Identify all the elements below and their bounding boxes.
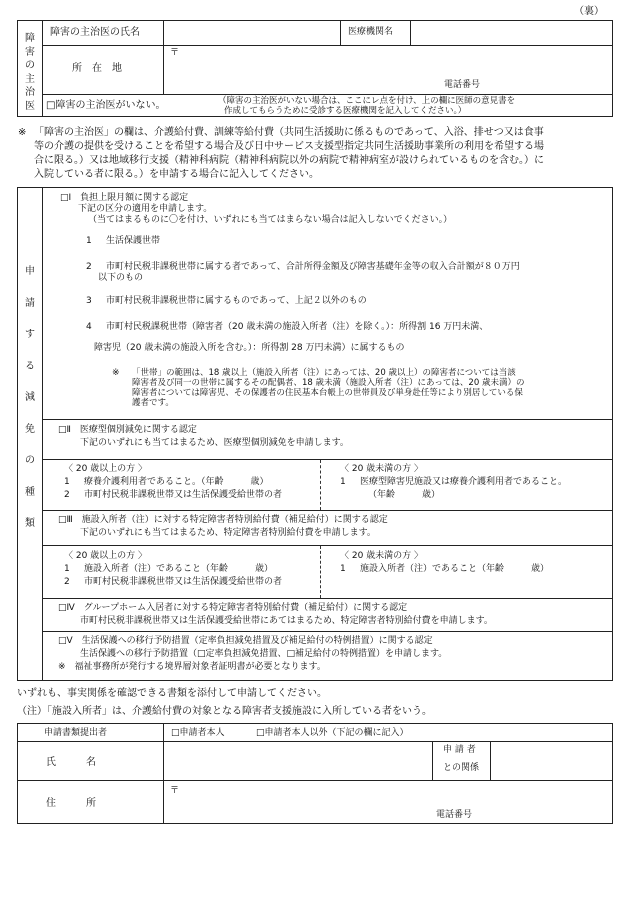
doctor-address-label: 所 在 地 [72, 63, 122, 74]
section-ii-right-num: 1 [340, 477, 346, 487]
section-i-item-num: 1 [86, 236, 92, 246]
no-doctor-note-line-2: 作成してもらうために受診する医療機関を記入してください。） [224, 106, 467, 116]
attach-documents-note: いずれも、事実関係を確認できる書類を添付して申請してください。 [17, 688, 327, 699]
section-iv-checkbox-title[interactable]: □Ⅳ グループホーム入居者に対する特定障害者特別給付費（補足給付）に関する認定 [58, 603, 408, 613]
section-iii-left-head: 〈 20 歳以上の方 〉 [64, 551, 148, 561]
section-i-household-note: 障害者及び同一の世帯に属するその配偶者、18 歳未満（施設入所者（注）にあっては、20 歳未満）の [132, 378, 525, 388]
doctor-phone-label: 電話番号 [444, 80, 481, 90]
submitter-address-label: 住 所 [46, 798, 96, 809]
no-doctor-note-line-1: （障害の主治医がいない場合は、ここにレ点を付け、上の欄に医師の意見書を [218, 96, 516, 106]
section-iv-sub: 市町村民税非課税世帯又は生活保護受給世帯にあてはまるため、特定障害者特別給付費を申請します。 [80, 616, 493, 626]
section-i-household-note: 「世帯」の範囲は、18 歳以上（施設入所者（注）にあっては、20 歳以上）の障害者については当該 [132, 368, 516, 378]
section-i-item-num: 3 [86, 296, 92, 306]
section-iii-left-text: 市町村民税非課税世帯又は生活保護受給世帯の者 [84, 577, 283, 587]
facility-resident-definition: （注）「施設入所者」は、介護給付費の対象となる障害者支援施設に入所している者をいう。 [17, 706, 432, 717]
no-doctor-checkbox[interactable]: □障害の主治医がいない。 [46, 100, 166, 111]
section-ii-right-head: 〈 20 歳未満の方 〉 [340, 464, 424, 474]
medical-institution-label: 医療機関名 [348, 27, 394, 37]
section-i-item-num: 2 [86, 262, 92, 272]
section-ii-left-num: 1 [64, 477, 70, 487]
section-ii-left-head: 〈 20 歳以上の方 〉 [64, 464, 148, 474]
submitter-phone-label: 電話番号 [436, 810, 473, 820]
section-v-checkbox-title[interactable]: □Ⅴ 生活保護への移行予防措置（定率負担減免措置及び補足給付の特例措置）に関する認定 [58, 636, 433, 646]
doctor-address-field[interactable] [165, 47, 610, 93]
section-iii-right-num: 1 [340, 564, 346, 574]
section-i-sub: 下記の区分の適用を申請します。 [78, 204, 213, 214]
section-ii-left-num: 2 [64, 490, 70, 500]
section-i-household-note: 障害者については障害児、その保護者の住民基本台帳上の世帯員及び単身赴任等により別居している保 [132, 388, 523, 398]
section-ii-sub: 下記のいずれにも当てはまるため、医療型個別減免を申請します。 [80, 438, 349, 448]
submitter-name-label: 氏 名 [46, 757, 96, 768]
section-i-note: （当てはまるものに〇を付け、いずれにも当てはまらない場合は記入しないでください。） [88, 215, 453, 225]
page-side-label: （裏） [574, 6, 604, 17]
section-iii-checkbox-title[interactable]: □Ⅲ 施設入所者（注）に対する特定障害者特別給付費（補足給付）に関する認定 [58, 515, 388, 525]
submitter-name-field[interactable] [165, 743, 430, 779]
submitter-relation-label: 申 請 者 [443, 745, 476, 755]
section-ii-right-text: 医療型障害児施設又は療養介護利用者であること。 [360, 477, 568, 487]
reduction-section-vertical-label: 申 請 す る 減 免 の 種 類 [25, 266, 35, 529]
section-i-item-num: 4 [86, 322, 92, 332]
section-i-item-text[interactable]: 生活保護世帯 [106, 236, 161, 246]
section-i-household-note: 護者です。 [132, 398, 174, 408]
section-ii-right-text-cont: （年齢 歳） [368, 490, 441, 500]
section-iii-right-text: 施設入所者（注）であること（年齢 歳） [360, 564, 550, 574]
section-iii-sub: 下記のいずれにも当てはまるため、特定障害者特別給付費を申請します。 [80, 528, 376, 538]
section-i-item-text-cont: 障害児（20 歳未満の施設入所を含む。）：所得割 28 万円未満）に属するもの [94, 343, 405, 353]
section-ii-left-text: 療養介護利用者であること。（年齢 歳） [84, 477, 269, 487]
footnote-line: 等の介護の提供を受けることを希望する場合及び日中サービス支援型指定共同生活援助事業所の利用を希望する場 [34, 141, 544, 152]
section-ii-checkbox-title[interactable]: □Ⅱ 医療型個別減免に関する認定 [58, 425, 197, 435]
footnote-mark: ※ [18, 127, 27, 138]
doctor-section-vertical-label: 障 害 の 主 治 医 [25, 33, 35, 112]
postal-mark: 〒 [170, 48, 180, 58]
section-i-item-text[interactable]: 市町村民税課税世帯（障害者（20 歳未満の施設入所者（注）を除く。）：所得割 16 万円未満、 [106, 322, 489, 332]
section-v-sub[interactable]: 生活保護への移行予防措置（□定率負担減免措置、□補足給付の特例措置）を申請します。 [80, 649, 448, 659]
submitter-label: 申請書類提出者 [44, 728, 108, 738]
section-v-note: ※ 福祉事務所が発行する境界層対象者証明書が必要となります。 [58, 662, 326, 672]
section-iii-right-head: 〈 20 歳未満の方 〉 [340, 551, 424, 561]
submitter-postal-mark: 〒 [170, 786, 180, 796]
section-i-item-text[interactable]: 市町村民税非課税世帯に属するものであって、上記２以外のもの [106, 296, 367, 306]
section-iii-left-num: 2 [64, 577, 70, 587]
submitter-relation-field[interactable] [492, 743, 610, 779]
submitter-other-checkbox[interactable]: □申請者本人以外（下記の欄に記入） [256, 728, 409, 738]
section-iii-left-num: 1 [64, 564, 70, 574]
section-iii-left-text: 施設入所者（注）であること（年齢 歳） [84, 564, 274, 574]
submitter-address-field[interactable] [165, 782, 610, 822]
doctor-name-field[interactable] [165, 22, 338, 44]
footnote-line: 合に限る。）又は地域移行支援（精神科病院（精神科病院以外の病院で精神病室が設けられているものを含む。）に [34, 155, 544, 166]
section-i-note-mark: ※ [112, 368, 120, 378]
section-i-item-text[interactable]: 市町村民税非課税世帯に属する者であって、合計所得金額及び障害基礎年金等の収入合計額が８０万円 [106, 262, 520, 272]
section-i-checkbox-title[interactable]: □Ⅰ 負担上限月額に関する認定 [60, 193, 189, 203]
section-i-item-text-cont: 以下のもの [98, 273, 144, 283]
footnote-line: 入院している者に限る。）を申請する場合に記入してください。 [34, 169, 319, 180]
doctor-name-label: 障害の主治医の氏名 [50, 27, 140, 38]
submitter-relation-label: との関係 [443, 763, 480, 773]
footnote-line: 「障害の主治医」の欄は、介護給付費、訓練等給付費（共同生活援助に係るものであって、入浴、排せつ又は食事 [34, 127, 544, 138]
submitter-self-checkbox[interactable]: □申請者本人 [171, 728, 225, 738]
section-ii-left-text: 市町村民税非課税世帯又は生活保護受給世帯の者 [84, 490, 283, 500]
medical-institution-field[interactable] [412, 22, 610, 44]
